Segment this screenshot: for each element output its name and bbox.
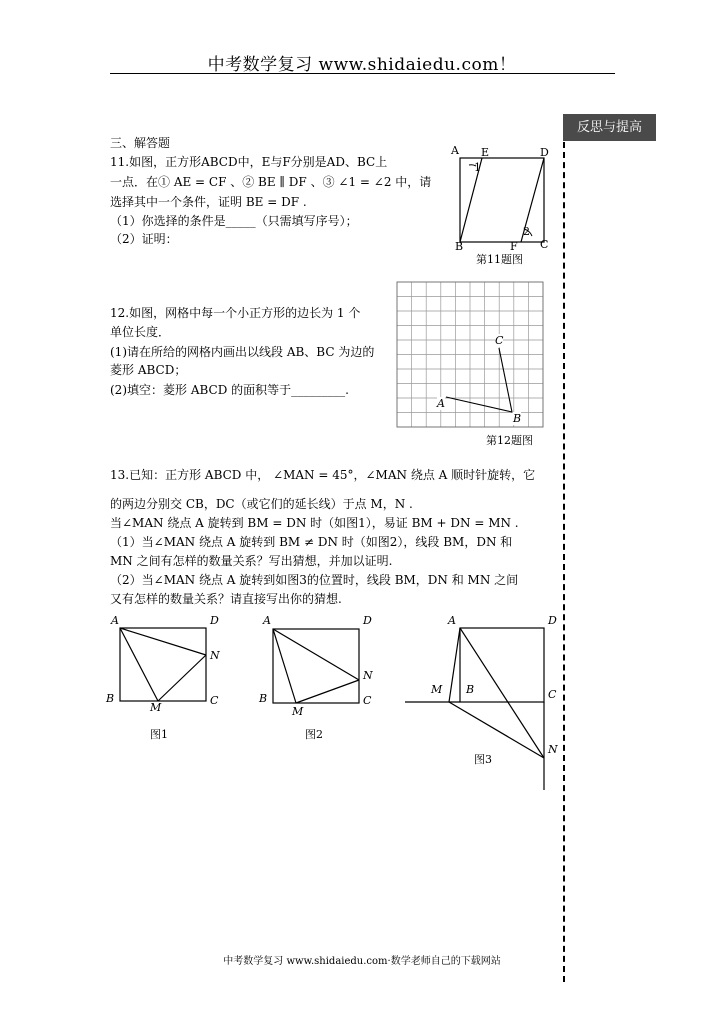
- q11-label-A: A: [451, 144, 459, 157]
- fig1-label-C: C: [210, 694, 219, 707]
- q12-line1: 12.如图，网格中每一个小正方形的边长为 1 个: [110, 306, 361, 320]
- q11-line4: （1）你选择的条件是_____（只需填写序号）；: [110, 214, 358, 228]
- fig3-label-D: D: [548, 614, 557, 627]
- fig2-label-N: N: [363, 669, 373, 682]
- q12-line5: (2)填空：菱形 ABCD 的面积等于_________.: [110, 383, 349, 397]
- fig1-label-M: M: [150, 701, 162, 714]
- q12-line4: 菱形 ABCD；: [110, 363, 187, 377]
- q11-line5: （2）证明：: [110, 232, 178, 246]
- q12-label-C: C: [495, 334, 504, 347]
- fig3-caption: 图3: [474, 753, 492, 766]
- q12-label-B: B: [513, 412, 522, 425]
- fig1-label-A: A: [111, 614, 119, 627]
- fig2-label-D: D: [363, 614, 372, 627]
- fig2-label-A: A: [263, 614, 271, 627]
- fig3-label-C: C: [548, 688, 557, 701]
- fig3-label-A: A: [448, 614, 456, 627]
- q11-label-E: E: [481, 146, 490, 159]
- q12-line2: 单位长度．: [110, 325, 171, 339]
- fig1-label-D: D: [210, 614, 219, 627]
- q13-line1: 13.已知：正方形 ABCD 中， ∠MAN = 45°，∠MAN 绕点 A 顺时针旋转，它: [110, 468, 536, 482]
- q11-label-F: F: [510, 240, 518, 253]
- q12-label-A: A: [437, 397, 445, 410]
- q12-line3: (1)请在所给的网格内画出以线段 AB、BC 为边的: [110, 345, 375, 359]
- sidebar-reflection-tab: 反思与提高: [563, 114, 656, 141]
- q11-label-C: C: [540, 238, 549, 251]
- fig3-label-B: B: [466, 683, 475, 696]
- q13-line2: 的两边分别交 CB，DC（或它们的延长线）于点 M，N .: [110, 497, 413, 511]
- fig2-caption: 图2: [305, 728, 323, 741]
- fig1-label-N: N: [210, 649, 220, 662]
- q13-line6: （2）当∠MAN 绕点 A 旋转到如图3的位置时，线段 BM，DN 和 MN 之间: [110, 573, 519, 587]
- q11-label-D: D: [540, 146, 549, 159]
- fig2-label-M: M: [292, 705, 304, 718]
- q13-line3: 当∠MAN 绕点 A 旋转到 BM = DN 时（如图1），易证 BM + DN = MN .: [110, 516, 519, 530]
- fig3-label-N: N: [548, 743, 558, 756]
- fig1-label-B: B: [106, 692, 115, 705]
- fig3-label-M: M: [431, 683, 443, 696]
- page-footer: 中考数学复习 www.shidaiedu.com·数学老师自己的下载网站: [223, 956, 501, 967]
- fig1-caption: 图1: [150, 728, 168, 741]
- q12-figure-caption: 第12题图: [486, 434, 533, 447]
- q13-line5: MN 之间有怎样的数量关系？写出猜想，并加以证明.: [110, 554, 393, 568]
- q11-line3: 选择其中一个条件，证明 BE = DF .: [110, 195, 307, 209]
- page-header: 中考数学复习 www.shidaiedu.com！: [207, 55, 517, 75]
- fig2-label-C: C: [363, 694, 372, 707]
- q13-line4: （1）当∠MAN 绕点 A 旋转到 BM ≠ DN 时（如图2），线段 BM，DN 和: [110, 535, 513, 549]
- q11-label-angle1: 1: [474, 161, 481, 174]
- section-title: 三、解答题: [110, 136, 171, 150]
- q11-label-angle2: 2: [523, 225, 530, 238]
- q13-line7: 又有怎样的数量关系？请直接写出你的猜想.: [110, 592, 342, 606]
- q11-label-B: B: [455, 240, 464, 253]
- q11-line2: 一点．在① AE = CF 、② BE ∥ DF 、③ ∠1 = ∠2 中，请: [110, 175, 432, 189]
- fig2-label-B: B: [259, 692, 268, 705]
- q11-line1: 11.如图，正方形ABCD中，E与F分别是AD、BC上: [110, 155, 388, 169]
- q11-figure-caption: 第11题图: [476, 253, 523, 266]
